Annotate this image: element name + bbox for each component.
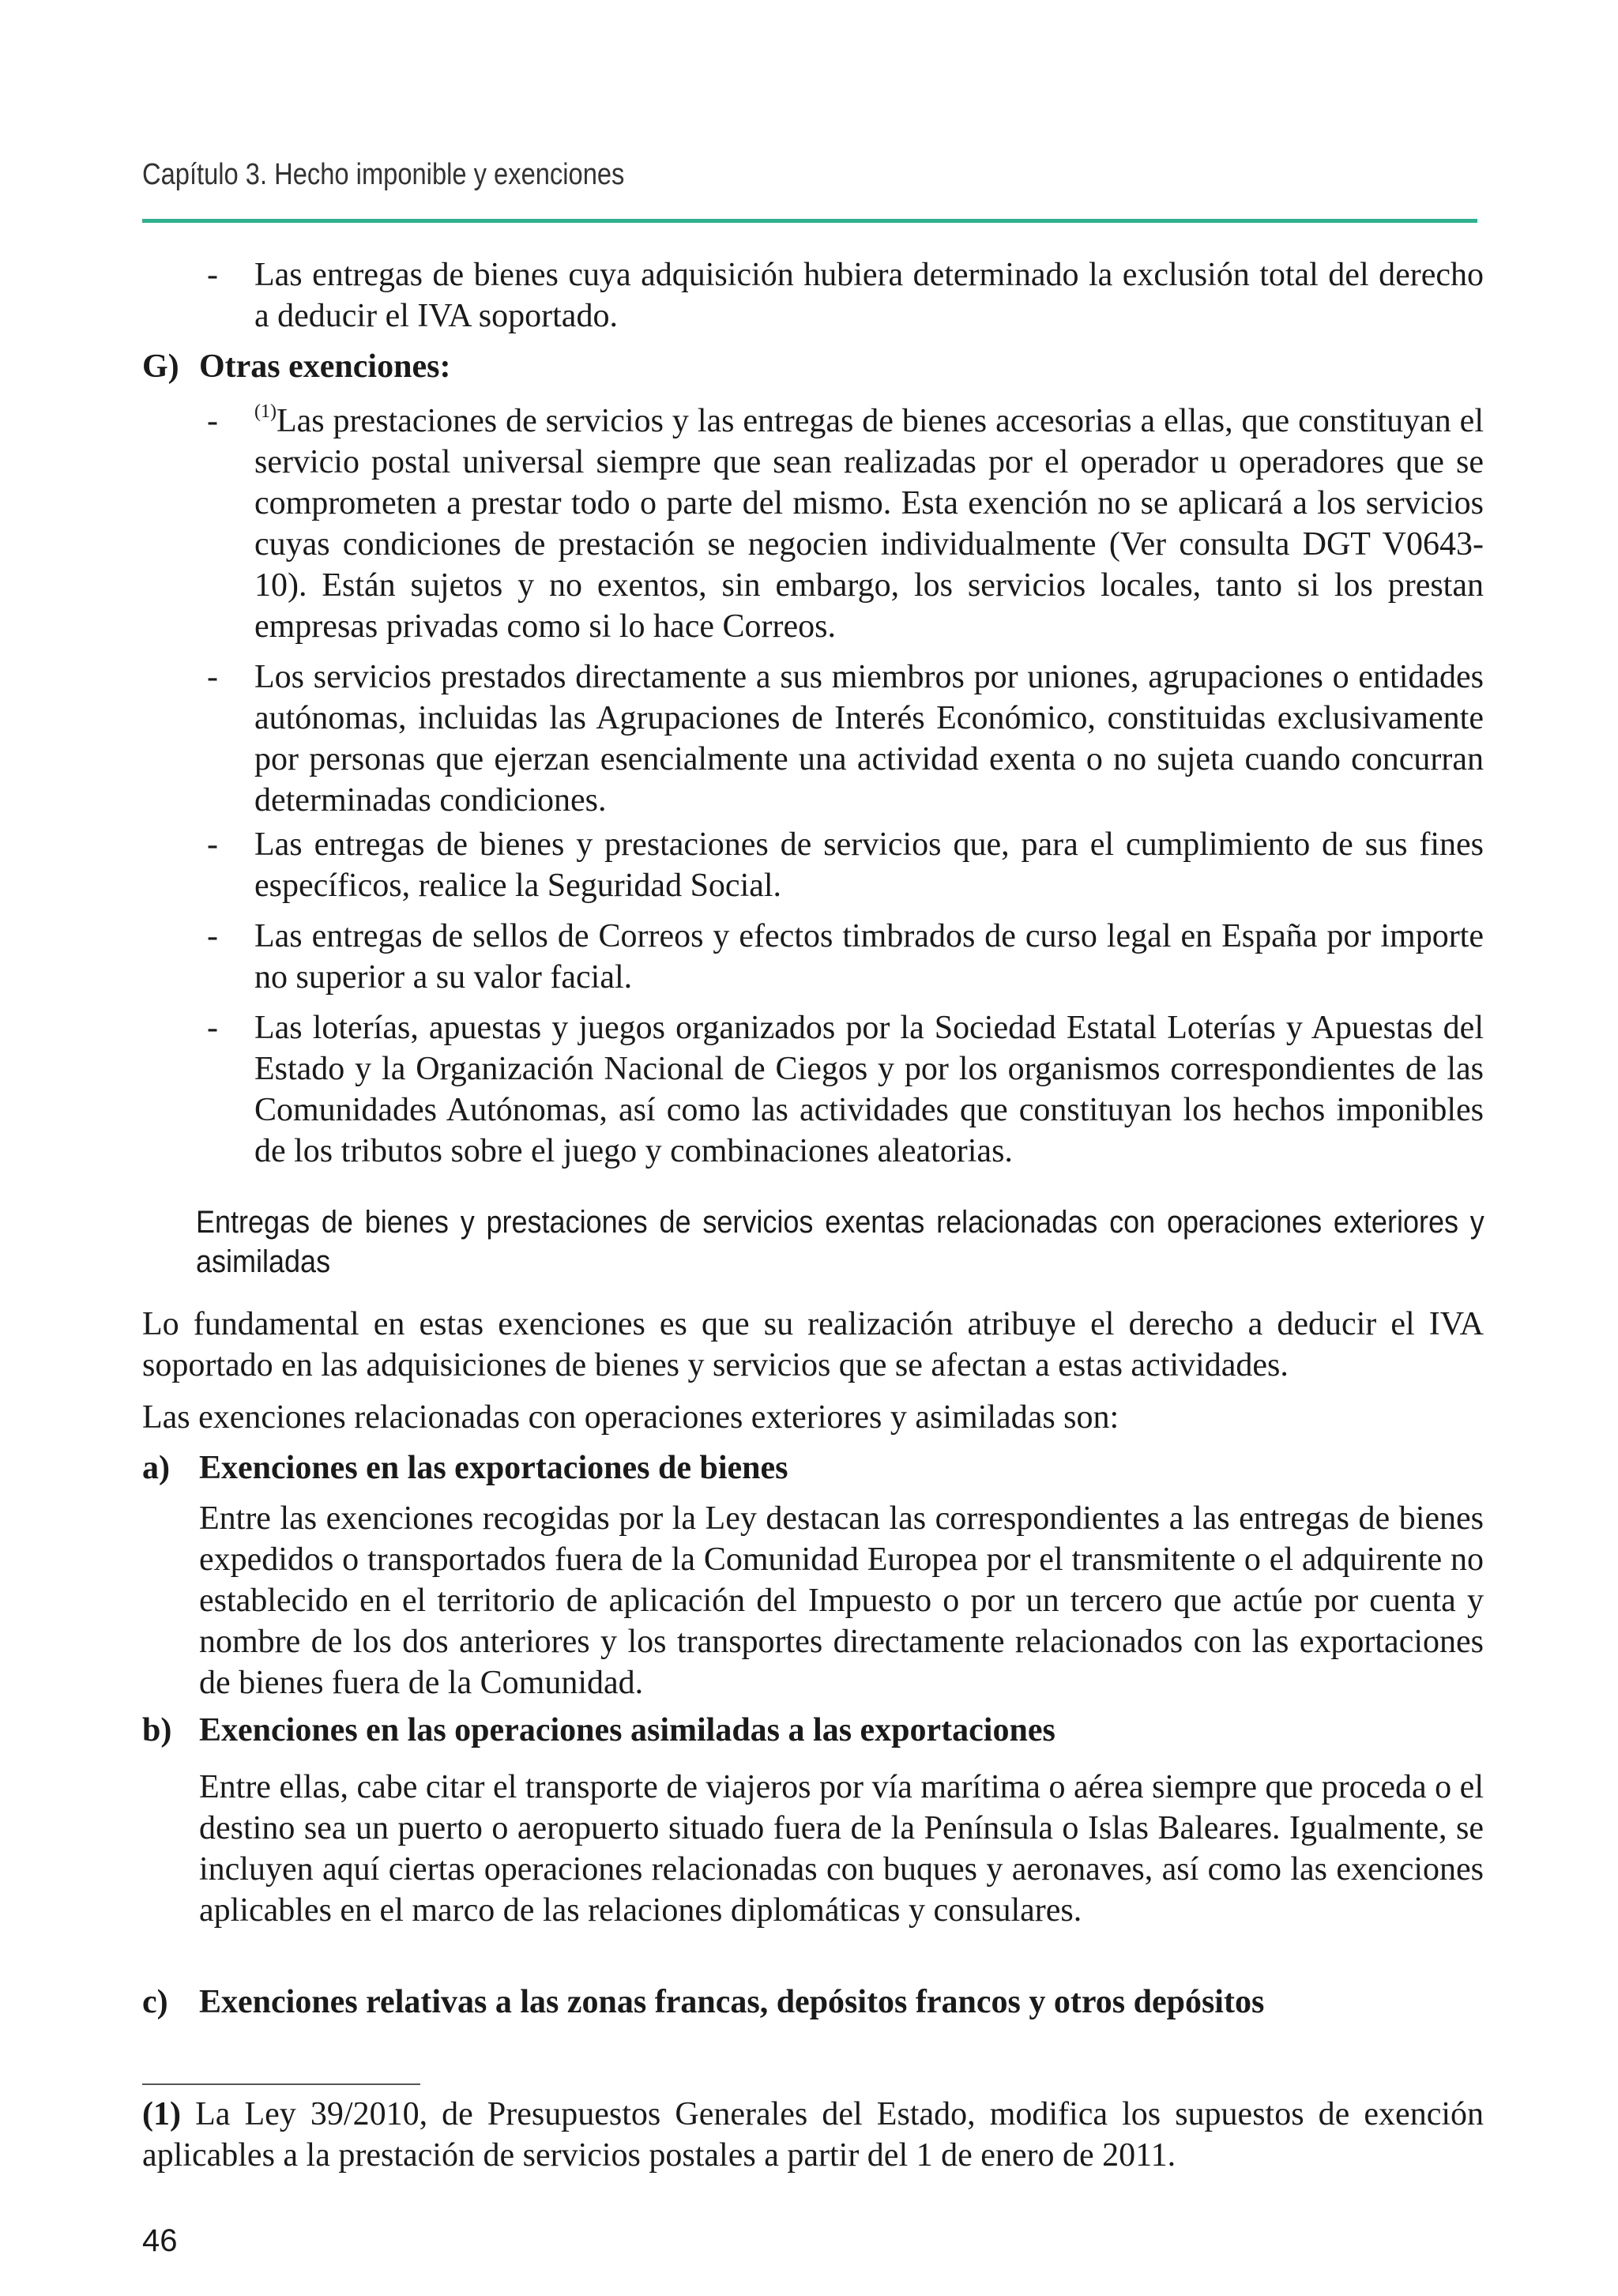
dash-bullet: -	[207, 659, 218, 695]
footnote-rule	[142, 2083, 420, 2085]
section-a-label: a)	[142, 1450, 170, 1486]
dash-bullet: -	[207, 826, 218, 863]
list-item-lotteries	[207, 1007, 1484, 1172]
list-item-text: Las entregas de bienes y prestaciones de servicios que, para el cumplimiento de sus fines específicos, realice la Seguridad Social.	[254, 826, 1484, 904]
list-item-postal-text: Las prestaciones de servicios y las entregas de bienes accesorias a ellas, que constituyan el servicio postal universal siempre que sean realizadas por el operador u operadores que se comprometen a prestar todo o parte del mismo. Esta exención no se aplicará a los servicios cuyas condiciones de prestación se negocien individualmente (Ver consulta DGT V0643-10). Están sujetos y no exentos, sin embargo, los servicios locales, tanto si los prestan empresas privadas como si lo hace Correos.	[254, 403, 1484, 645]
section-c-title: Exenciones relativas a las zonas francas, depósitos francos y otros depósitos	[199, 1984, 1265, 2020]
section-a-text: Entre las exenciones recogidas por la Ley destacan las correspondientes a las entregas de bienes expedidos o transportados fuera de la Comunidad Europea por el transmitente o el adquirente no establecido en el territorio de aplicación del Impuesto o por un tercero que actúe por cuenta y nombre de los dos anteriores y los transportes directamente relacionados con las exportaciones de bienes fuera de la Comunidad.	[199, 1500, 1484, 1701]
section-g-title: Otras exenciones:	[199, 348, 451, 385]
section-g-label: G)	[142, 348, 179, 385]
list-item-postal	[207, 401, 1484, 647]
footnote	[142, 2094, 1484, 2176]
dash-bullet: -	[207, 403, 218, 439]
list-item-text: Las entregas de bienes cuya adquisición hubiera determinado la exclusión total del derecho a deducir el IVA soportado.	[254, 257, 1484, 334]
chapter-header: Capítulo 3. Hecho imponible y exenciones	[142, 158, 625, 191]
list-item-unions	[207, 657, 1484, 821]
dash-bullet: -	[207, 1010, 218, 1046]
footnote-text: La Ley 39/2010, de Presupuestos Generales del Estado, modifica los supuestos de exención aplicables a la prestación de servicios postales a partir del 1 de enero de 2011.	[142, 2096, 1484, 2174]
section-c-heading	[142, 1982, 1264, 2023]
intro-paragraph: Lo fundamental en estas exenciones es que su realización atribuye el derecho a deducir el IVA soportado en las adquisiciones de bienes y servicios que se afectan a estas actividades.	[142, 1306, 1484, 1383]
section-c-label: c)	[142, 1984, 168, 2020]
section-a-title: Exenciones en las exportaciones de bienes	[199, 1450, 788, 1486]
section-b-text: Entre ellas, cabe citar el transporte de viajeros por vía marítima o aérea siempre que proceda o el destino sea un puerto o aeropuerto situado fuera de la Península o Islas Baleares. Igualmente, se incluyen aquí ciertas operaciones relacionadas con buques y aeronaves, así como las exenciones aplicables en el marco de las relaciones diplomáticas y consulares.	[199, 1769, 1484, 1929]
section-b-label: b)	[142, 1712, 172, 1748]
dash-bullet: -	[207, 257, 218, 293]
header-rule	[142, 219, 1477, 223]
dash-bullet: -	[207, 918, 218, 954]
list-item-text: Las entregas de sellos de Correos y efectos timbrados de curso legal en España por importe no superior a su valor facial.	[254, 918, 1484, 996]
page-number: 46	[142, 2223, 178, 2258]
section-g-heading	[142, 346, 450, 387]
list-item-text: Las loterías, apuestas y juegos organizados por la Sociedad Estatal Loterías y Apuestas del Estado y la Organización Nacional de Ciegos y por los organismos correspondientes de las Comunidades Autónomas, así como las actividades que constituyan los hechos imponibles de los tributos sobre el juego y combinaciones aleatorias.	[254, 1010, 1484, 1169]
section-a-heading	[142, 1447, 788, 1489]
list-item-text	[254, 401, 1484, 647]
list-intro: Las exenciones relacionadas con operaciones exteriores y asimiladas son:	[142, 1399, 1119, 1436]
list-item-text: Los servicios prestados directamente a sus miembros por uniones, agrupaciones o entidades autónomas, incluidas las Agrupaciones de Interés Económico, constituidas exclusivamente por personas que ejerzan esencialmente una actividad exenta o no sujeta cuando concurran determinadas condiciones.	[254, 659, 1484, 819]
section-subheading: Entregas de bienes y prestaciones de servicios exentas relacionadas con operaciones exteriores y asimiladas	[196, 1205, 1484, 1279]
section-b-title: Exenciones en las operaciones asimiladas a las exportaciones	[199, 1712, 1055, 1748]
footnote-marker: (1)	[142, 2096, 181, 2132]
list-item-stamps	[207, 916, 1484, 998]
list-item-exclusion	[207, 254, 1484, 337]
section-b-heading	[142, 1710, 1055, 1751]
list-item-social-security	[207, 824, 1484, 906]
footnote-reference: (1)	[254, 401, 277, 422]
